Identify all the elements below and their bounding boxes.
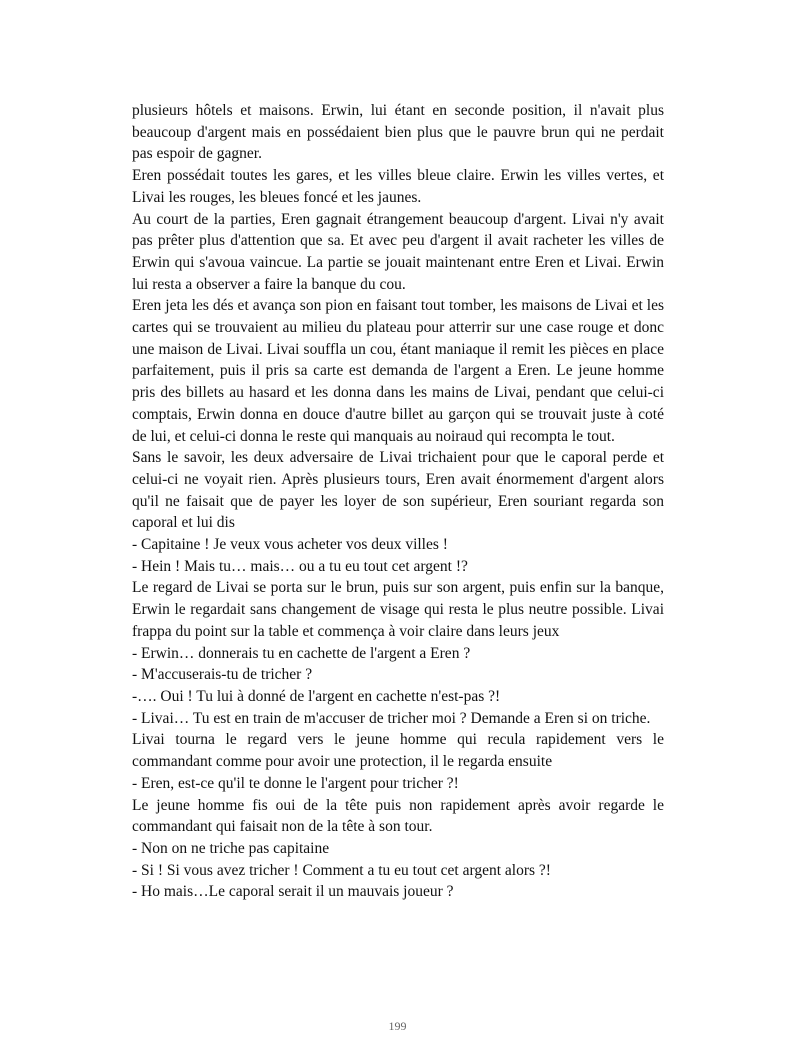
paragraph: Le regard de Livai se porta sur le brun, puis sur son argent, puis enfin sur la banque, Erwin le regardait sans changement de visage qui resta le plus neutre possible. Livai frappa du point sur la table et commença à voir claire dans leurs jeux — [132, 579, 664, 640]
page-number: 199 — [388, 1019, 407, 1033]
paragraph: Eren jeta les dés et avança son pion en faisant tout tomber, les maisons de Livai et les cartes qui se trouvaient au milieu du plateau pour atterrir sur une case rouge et donc une maison de Livai. Livai souffla un cou, étant maniaque il remit les pièces en place parfaitement, puis il pris sa carte est demanda de l'argent a Eren. Le jeune homme pris des billets au hasard et les donna dans les mains de Livai, pendant que celui-ci comptais, Erwin donna en douce d'autre billet au garçon qui se trouvait juste à coté de lui, et celui-ci donna le reste qui manquais au noiraud qui recompta le tout. — [132, 297, 664, 445]
dialogue-line: -…. Oui ! Tu lui à donné de l'argent en cachette n'est-pas ?! — [132, 687, 501, 705]
dialogue-line: - Hein ! Mais tu… mais… ou a tu eu tout cet argent !? — [132, 557, 468, 575]
dialogue-line: - Si ! Si vous avez tricher ! Comment a tu eu tout cet argent alors ?! — [132, 861, 551, 879]
dialogue-line: - Non on ne triche pas capitaine — [132, 839, 330, 857]
paragraph: Le jeune homme fis oui de la tête puis non rapidement après avoir regarde le commandant qui faisait non de la tête à son tour. — [132, 796, 664, 836]
dialogue-line: - M'accuserais-tu de tricher ? — [132, 666, 313, 684]
dialogue-line: - Capitaine ! Je veux vous acheter vos deux villes ! — [132, 536, 448, 554]
paragraph: plusieurs hôtels et maisons. Erwin, lui étant en seconde position, il n'avait plus beaucoup d'argent mais en possédaient bien plus que le pauvre brun qui ne perdait pas espoir de gagner. — [132, 102, 664, 163]
paragraph: Sans le savoir, les deux adversaire de Livai trichaient pour que le caporal perde et celui-ci ne voyait rien. Après plusieurs tours, Eren avait énormement d'argent alors qu'il ne faisait que de payer les loyer de son supérieur, Eren souriant regarda son caporal et lui dis — [132, 449, 664, 532]
paragraph: Au court de la parties, Eren gagnait étrangement beaucoup d'argent. Livai n'y avait pas prêter plus d'attention que sa. Et avec peu d'argent il avait racheter les villes de Erwin qui s'avoua vaincue. La partie se jouait maintenant entre Eren et Livai. Erwin lui resta a observer a faire la banque du cou. — [132, 210, 664, 293]
dialogue-line: - Eren, est-ce qu'il te donne le l'argent pour tricher ?! — [132, 774, 459, 792]
dialogue-line: - Ho mais…Le caporal serait il un mauvais joueur ? — [132, 883, 454, 901]
body-text — [132, 100, 664, 903]
dialogue-line: - Livai… Tu est en train de m'accuser de tricher moi ? Demande a Eren si on triche. — [132, 709, 651, 727]
paragraph: Eren possédait toutes les gares, et les villes bleue claire. Erwin les villes vertes, et Livai les rouges, les bleues foncé et les jaunes. — [132, 167, 664, 206]
dialogue-line: - Erwin… donnerais tu en cachette de l'argent a Eren ? — [132, 644, 471, 662]
paragraph: Livai tourna le regard vers le jeune homme qui recula rapidement vers le commandant comme pour avoir une protection, il le regarda ensuite — [132, 731, 664, 771]
